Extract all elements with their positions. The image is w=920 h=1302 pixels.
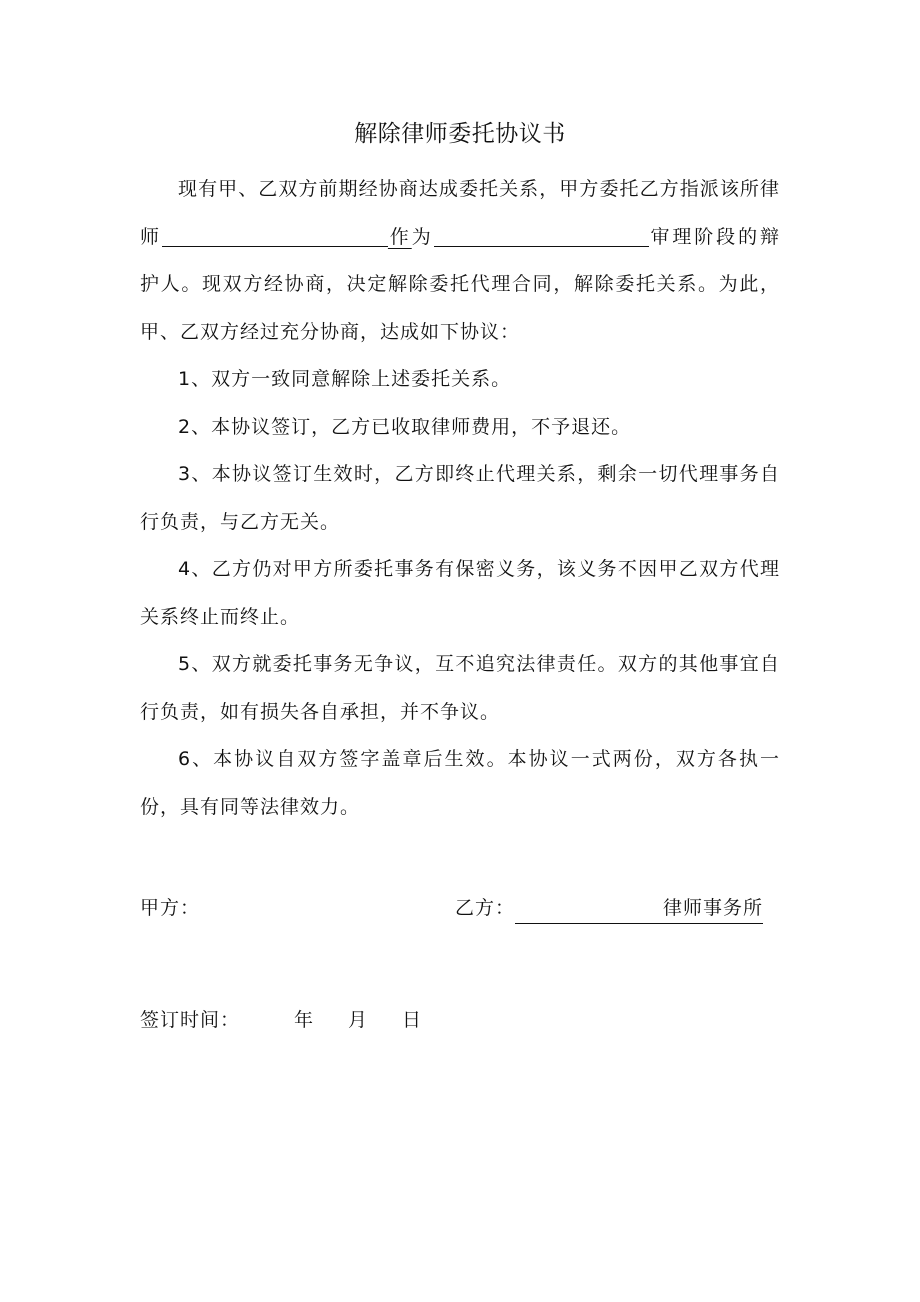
lawyer-name-blank[interactable] xyxy=(162,220,388,247)
intro-text-1: 现有甲、乙双方前期经协商达成委托关系，甲方委托乙方指派该所律师 xyxy=(140,178,780,248)
law-firm-blank[interactable] xyxy=(515,893,763,924)
intro-text-4: 审理阶段的辩护人。现双方经协商，决定解除委托代理合同，解除委托关系。为此，甲、乙双方经过充分协商，达成如下协议： xyxy=(140,225,780,343)
clause-4: 4、乙方仍对甲方所委托事务有保密义务，该义务不因甲乙双方代理关系终止而终止。 xyxy=(140,558,780,628)
day-label: 日 xyxy=(402,1009,423,1031)
clause-5: 5、双方就委托事务无争议，互不追究法律责任。双方的其他事宜自行负责，如有损失各自承担，并不争议。 xyxy=(140,653,780,723)
signing-date-label: 签订时间： xyxy=(140,1009,241,1031)
party-a-signature xyxy=(140,888,200,928)
signing-date xyxy=(140,1000,422,1040)
clause-1: 1、双方一致同意解除上述委托关系。 xyxy=(178,368,512,390)
month-label: 月 xyxy=(348,1009,369,1031)
clause-3: 3、本协议签订生效时，乙方即终止代理关系，剩余一切代理事务自行负责，与乙方无关。 xyxy=(140,463,780,533)
clause-2: 2、本协议签订，乙方已收取律师费用，不予退还。 xyxy=(178,415,632,438)
trial-stage-blank[interactable] xyxy=(434,220,649,247)
party-b-label: 乙方： xyxy=(455,897,516,919)
intro-text-2: 作 xyxy=(387,225,412,248)
year-label: 年 xyxy=(294,1009,315,1031)
clause-6: 6、本协议自双方签字盖章后生效。本协议一式两份，双方各执一份，具有同等法律效力。 xyxy=(140,748,780,818)
law-firm-suffix: 律师事务所 xyxy=(663,897,764,919)
intro-text-3: 为 xyxy=(411,225,434,248)
intro-paragraph xyxy=(140,166,780,356)
party-a-label: 甲方： xyxy=(140,897,201,919)
party-b-signature xyxy=(455,888,763,928)
document-title: 解除律师委托协议书 xyxy=(354,121,566,147)
document-body xyxy=(140,166,780,831)
